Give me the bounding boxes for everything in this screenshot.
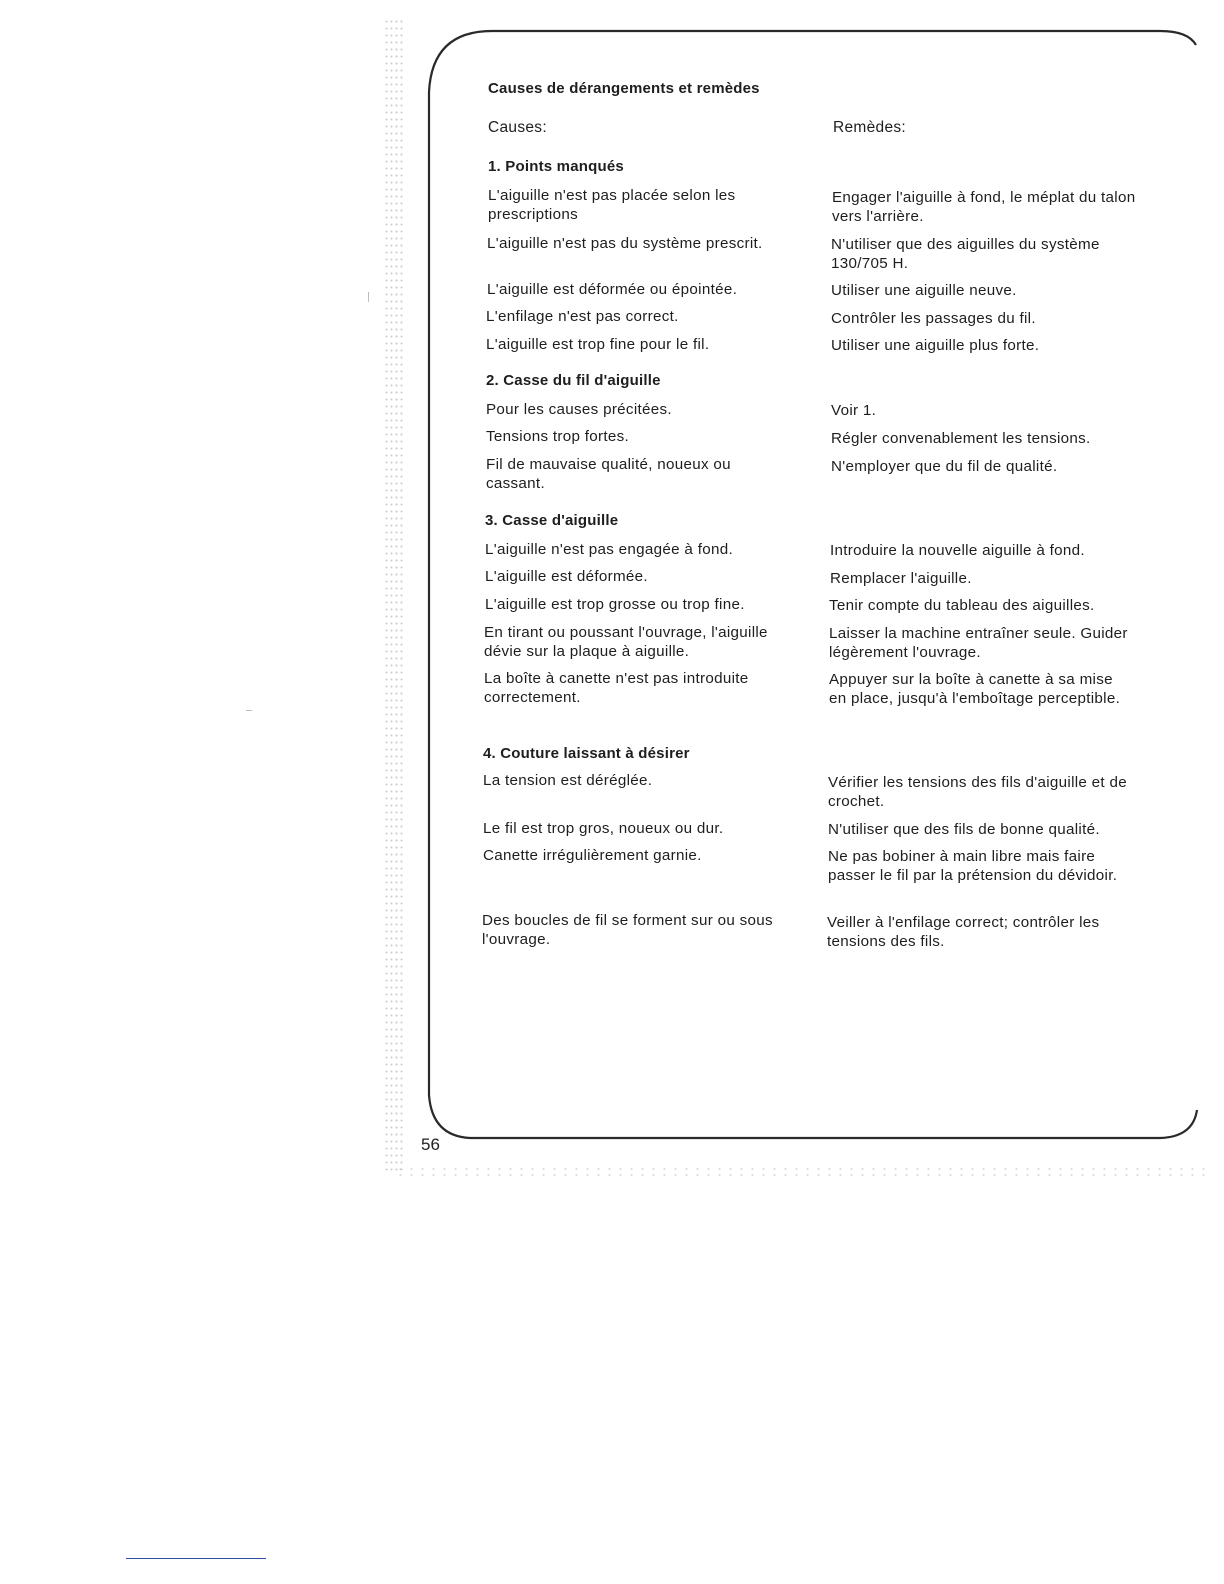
remedy-text: N'utiliser que des aiguilles du système 130/705 H. [831,236,1100,272]
remedy-text: Introduire la nouvelle aiguille à fond. [830,542,1085,559]
remedy-text: Régler convenablement les tensions. [831,430,1091,447]
remedy-text: Appuyer sur la boîte à canette à sa mise en place, jusqu'à l'emboîtage perceptible. [829,671,1121,707]
remedy-text: Voir 1. [831,402,877,419]
remedy-text: Remplacer l'aiguille. [830,570,972,587]
cause-text: Pour les causes précitées. [486,401,672,418]
section-heading: 3. Casse d'aiguille [485,512,619,529]
remedy-text: Engager l'aiguille à fond, le méplat du talon vers l'arrière. [832,189,1136,225]
cause-text: Le fil est trop gros, noueux ou dur. [483,820,724,837]
remedy-text: Contrôler les passages du fil. [831,310,1036,327]
page-number: 56 [421,1135,440,1154]
cause-text: L'aiguille n'est pas placée selon les prescriptions [488,187,736,223]
remedy-text: N'employer que du fil de qualité. [831,458,1058,475]
page-title: Causes de dérangements et remèdes [488,80,760,97]
remedy-text: Tenir compte du tableau des aiguilles. [829,597,1095,614]
section-heading: 2. Casse du fil d'aiguille [486,372,661,389]
cause-text: L'aiguille n'est pas engagée à fond. [485,541,733,558]
cause-text: L'enfilage n'est pas correct. [486,308,679,325]
remedy-text: Utiliser une aiguille plus forte. [831,337,1040,354]
cause-text: Canette irrégulièrement garnie. [483,847,702,864]
remedy-text: Vérifier les tensions des fils d'aiguille et de crochet. [828,774,1127,810]
remedy-text: N'utiliser que des fils de bonne qualité. [828,821,1100,838]
cause-text: L'aiguille n'est pas du système prescrit. [487,235,763,252]
cause-text: L'aiguille est déformée ou épointée. [487,281,738,298]
cause-text: Des boucles de fil se forment sur ou sous l'ouvrage. [482,912,773,948]
cause-text: L'aiguille est trop fine pour le fil. [486,336,710,353]
remedies-column-heading: Remèdes: [833,119,907,136]
causes-column-heading: Causes: [488,119,547,136]
cause-text: L'aiguille est déformée. [485,568,648,585]
section-heading: 1. Points manqués [488,158,624,175]
cause-text: Fil de mauvaise qualité, noueux ou cassant. [486,456,731,492]
remedy-text: Utiliser une aiguille neuve. [831,282,1017,299]
footer-rule [126,1558,266,1559]
cause-text: En tirant ou poussant l'ouvrage, l'aiguille dévie sur la plaque à aiguille. [484,624,768,660]
remedy-text: Laisser la machine entraîner seule. Guider légèrement l'ouvrage. [829,625,1128,661]
remedy-text: Veiller à l'enfilage correct; contrôler les tensions des fils. [827,914,1100,950]
cause-text: L'aiguille est trop grosse ou trop fine. [485,596,745,613]
cause-text: La tension est déréglée. [483,772,653,789]
section-heading: 4. Couture laissant à désirer [483,745,690,762]
remedy-text: Ne pas bobiner à main libre mais faire passer le fil par la prétension du dévidoir. [828,848,1118,884]
cause-text: Tensions trop fortes. [486,428,630,445]
cause-text: La boîte à canette n'est pas introduite correctement. [484,670,749,706]
